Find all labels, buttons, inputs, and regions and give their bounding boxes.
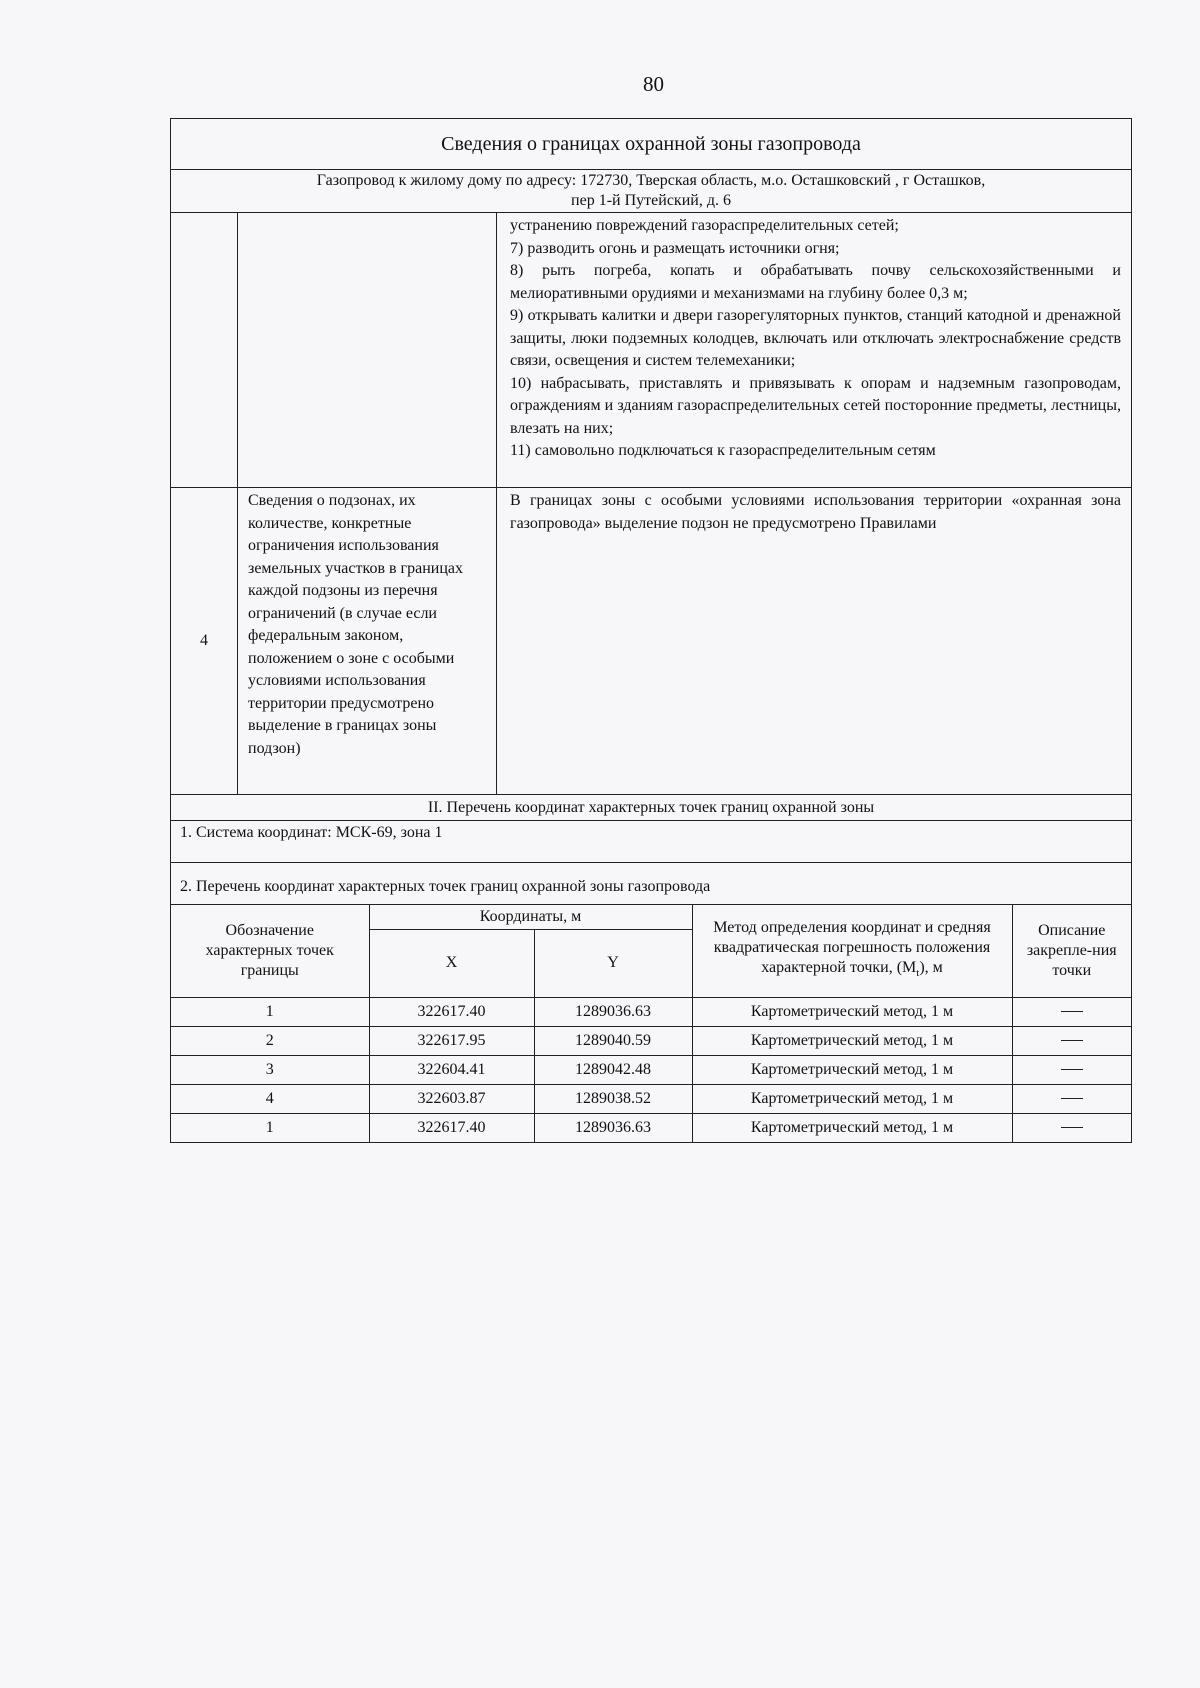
gas-pipeline-address bbox=[171, 170, 1131, 213]
subzones-row-name: Сведения о подзонах, их количестве, конкретные ограничения использования земельных участков в границах каждой подзоны из перечня ограничений (в случае если федеральным законом, положением о зоне с особыми условиями использования территории предусмотрено выделение в границах зоны подзон) bbox=[238, 488, 497, 794]
point-method: Картометрический метод, 1 м bbox=[692, 997, 1012, 1026]
point-x: 322617.95 bbox=[369, 1026, 534, 1055]
subzones-row bbox=[171, 488, 1131, 795]
page-number: 80 bbox=[643, 72, 664, 96]
header-method-subscript: t bbox=[916, 967, 920, 980]
row-name-cell-empty bbox=[238, 213, 497, 487]
address-line-1: Газопровод к жилому дому по адресу: 172730, Тверская область, м.о. Осташковский , г Осташков, bbox=[316, 172, 986, 189]
point-id: 3 bbox=[171, 1055, 369, 1084]
table-row bbox=[171, 1055, 1131, 1084]
point-description bbox=[1012, 1026, 1131, 1055]
header-description: Описание закрепле-ния точки bbox=[1012, 905, 1131, 997]
subzones-row-number: 4 bbox=[171, 488, 238, 794]
dash-mark bbox=[1061, 1127, 1083, 1128]
address-line-2: пер 1-й Путейский, д. 6 bbox=[571, 192, 731, 209]
header-x: X bbox=[369, 929, 534, 997]
point-id: 4 bbox=[171, 1084, 369, 1113]
point-y: 1289038.52 bbox=[534, 1084, 692, 1113]
header-y: Y bbox=[534, 929, 692, 997]
coordinates-table bbox=[171, 905, 1131, 1142]
header-method-suffix: ), м bbox=[919, 959, 943, 977]
point-description bbox=[1012, 997, 1131, 1026]
point-id: 1 bbox=[171, 1113, 369, 1142]
restriction-item: 11) самовольно подключаться к газораспределительным сетям bbox=[510, 442, 936, 459]
point-y: 1289042.48 bbox=[534, 1055, 692, 1084]
point-x: 322603.87 bbox=[369, 1084, 534, 1113]
point-id: 2 bbox=[171, 1026, 369, 1055]
point-y: 1289036.63 bbox=[534, 997, 692, 1026]
table-row bbox=[171, 997, 1131, 1026]
table-row bbox=[171, 1084, 1131, 1113]
points-list-title: 2. Перечень координат характерных точек границ охранной зоны газопровода bbox=[171, 863, 1131, 905]
point-method: Картометрический метод, 1 м bbox=[692, 1084, 1012, 1113]
header-method-text: Метод определения координат и средняя квадратическая погрешность положения характерной точки, (M bbox=[713, 919, 991, 977]
restriction-item: 9) открывать калитки и двери газорегуляторных пунктов, станций катодной и дренажной защиты, люки подземных колодцев, включать или отключать электроснабжение средств связи, освещения и систем телемеханики; bbox=[510, 307, 1121, 369]
point-id: 1 bbox=[171, 997, 369, 1026]
dash-mark bbox=[1061, 1069, 1083, 1070]
header-method bbox=[692, 905, 1012, 997]
coordinates-table-wrapper bbox=[171, 905, 1131, 1142]
document-title: Сведения о границах охранной зоны газопровода bbox=[171, 119, 1131, 170]
point-method: Картометрический метод, 1 м bbox=[692, 1026, 1012, 1055]
restrictions-continued-row bbox=[171, 213, 1131, 488]
point-description bbox=[1012, 1084, 1131, 1113]
coordinate-system: 1. Система координат: МСК-69, зона 1 bbox=[171, 821, 1131, 863]
header-designation: Обозначение характерных точек границы bbox=[171, 905, 369, 997]
dash-mark bbox=[1061, 1040, 1083, 1041]
point-method: Картометрический метод, 1 м bbox=[692, 1055, 1012, 1084]
point-description bbox=[1012, 1055, 1131, 1084]
row-number-cell-empty bbox=[171, 213, 238, 487]
restrictions-list bbox=[497, 213, 1131, 487]
table-row bbox=[171, 1113, 1131, 1142]
point-description bbox=[1012, 1113, 1131, 1142]
restriction-item: 7) разводить огонь и размещать источники огня; bbox=[510, 239, 840, 257]
subzones-row-content: В границах зоны с особыми условиями использования территории «охранная зона газопровода» выделение подзон не предусмотрено Правилами bbox=[510, 492, 1121, 532]
header-coordinates: Координаты, м bbox=[369, 905, 692, 929]
point-x: 322617.40 bbox=[369, 1113, 534, 1142]
section-2-title: II. Перечень координат характерных точек границ охранной зоны bbox=[171, 795, 1131, 821]
coordinates-table-body bbox=[171, 997, 1131, 1142]
restriction-item: 8) рыть погреба, копать и обрабатывать почву сельскохозяйственными и мелиоративными орудиями и механизмами на глубину более 0,3 м; bbox=[510, 262, 1121, 302]
table-row bbox=[171, 1026, 1131, 1055]
dash-mark bbox=[1061, 1098, 1083, 1099]
point-x: 322617.40 bbox=[369, 997, 534, 1026]
point-method: Картометрический метод, 1 м bbox=[692, 1113, 1012, 1142]
dash-mark bbox=[1061, 1011, 1083, 1012]
point-x: 322604.41 bbox=[369, 1055, 534, 1084]
point-y: 1289036.63 bbox=[534, 1113, 692, 1142]
point-y: 1289040.59 bbox=[534, 1026, 692, 1055]
restriction-item: 10) набрасывать, приставлять и привязывать к опорам и надземным газопроводам, ограждениям и зданиям газораспределительных сетей посторонние предметы, лестницы, влезать на них; bbox=[510, 374, 1121, 437]
zone-info-table bbox=[170, 118, 1132, 1143]
restriction-item: устранению повреждений газораспределительных сетей; bbox=[510, 217, 899, 234]
